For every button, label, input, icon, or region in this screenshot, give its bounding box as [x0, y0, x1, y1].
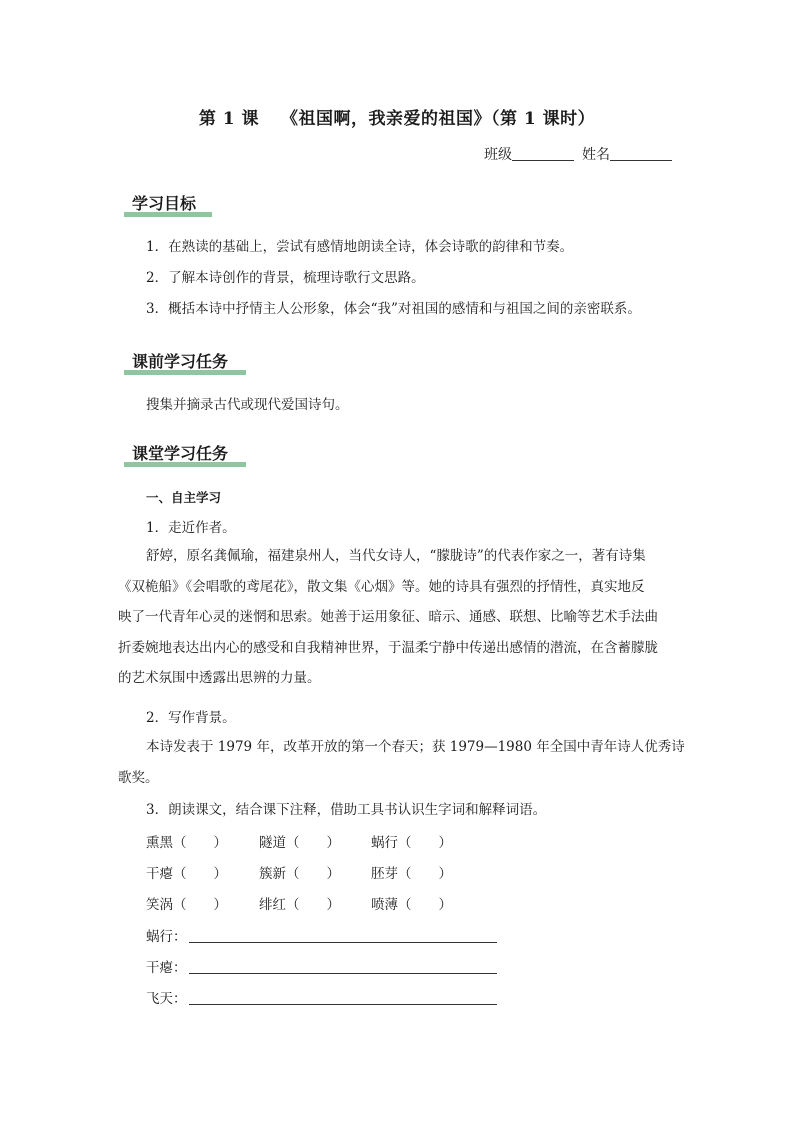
- name-blank[interactable]: [610, 160, 672, 161]
- lesson-number: 第 1 课: [198, 109, 259, 129]
- vocab-item: 隧道（ ）: [259, 835, 340, 851]
- paragraph-line: 本诗发表于 1979 年，改革开放的第一个春天；获 1979—1980 年全国中青年诗人优秀诗: [146, 739, 685, 755]
- paragraph-line: 折委婉地表达出内心的感受和自我精神世界，于温柔宁静中传递出感情的潜流，在含蓄朦胧: [118, 639, 658, 656]
- task-item: 1．走近作者。: [146, 520, 236, 536]
- page-title: [0, 104, 794, 129]
- task-item: 3．朗读课文，结合课下注释，借助工具书认识生字词和解释词语。: [146, 802, 547, 818]
- paragraph-line: 舒婷，原名龚佩瑜，福建泉州人，当代女诗人，“朦胧诗”的代表作家之一，著有诗集: [146, 548, 646, 564]
- definition-row: [146, 956, 497, 976]
- definition-blank[interactable]: [189, 973, 497, 974]
- vocab-item: 蜗行（ ）: [371, 835, 452, 851]
- task-item: 2．写作背景。: [146, 710, 236, 726]
- background-paragraph: [118, 732, 685, 793]
- definition-row: [146, 987, 497, 1007]
- definition-blank[interactable]: [189, 942, 497, 943]
- vocab-item: 绯红（ ）: [259, 897, 340, 913]
- paragraph-line: 歌奖。: [118, 769, 159, 786]
- paragraph-line: 《双桅船》《会唱歌的鸢尾花》，散文集《心烟》等。她的诗具有强烈的抒情性，真实地反: [118, 578, 645, 595]
- vocab-item: 簇新（ ）: [259, 866, 340, 882]
- subsection-title: 一、自主学习: [146, 490, 222, 505]
- goal-item: 1．在熟读的基础上，尝试有感情地朗读全诗，体会诗歌的韵律和节奏。: [146, 239, 574, 255]
- definition-term: 干瘪：: [146, 960, 187, 976]
- paragraph-line: 映了一代青年心灵的迷惘和思索。她善于运用象征、暗示、通感、联想、比喻等艺术手法曲: [118, 609, 658, 625]
- definition-blank[interactable]: [189, 1004, 497, 1005]
- vocab-item: 笑涡（ ）: [146, 897, 227, 913]
- paragraph-line: 的艺术氛围中透露出思辨的力量。: [118, 670, 321, 686]
- section-class-heading: 课堂学习任务: [124, 443, 236, 467]
- lesson-name: 《祖国啊，我亲爱的祖国》（第 1 课时）: [281, 109, 596, 129]
- vocab-item: 胚芽（ ）: [371, 866, 452, 882]
- definition-term: 蜗行：: [146, 929, 187, 945]
- vocab-item: 喷薄（ ）: [371, 897, 452, 913]
- class-label: 班级: [484, 147, 512, 163]
- definition-row: [146, 925, 497, 945]
- class-blank[interactable]: [512, 160, 574, 161]
- vocab-item: 熏黑（ ）: [146, 835, 227, 851]
- goal-item: 3．概括本诗中抒情主人公形象，体会“我”对祖国的感情和与祖国之间的亲密联系。: [146, 301, 641, 317]
- section-goals-heading: 学习目标: [124, 193, 204, 217]
- name-label: 姓名: [582, 147, 610, 163]
- definition-term: 飞天：: [146, 991, 187, 1007]
- author-paragraph: [118, 541, 674, 694]
- vocab-item: 干瘪（ ）: [146, 866, 227, 882]
- goal-item: 2．了解本诗创作的背景，梳理诗歌行文思路。: [146, 270, 425, 286]
- pre-task-text: 搜集并摘录古代或现代爱国诗句。: [146, 397, 349, 413]
- section-pre-heading: 课前学习任务: [124, 351, 236, 375]
- student-info: [484, 144, 672, 164]
